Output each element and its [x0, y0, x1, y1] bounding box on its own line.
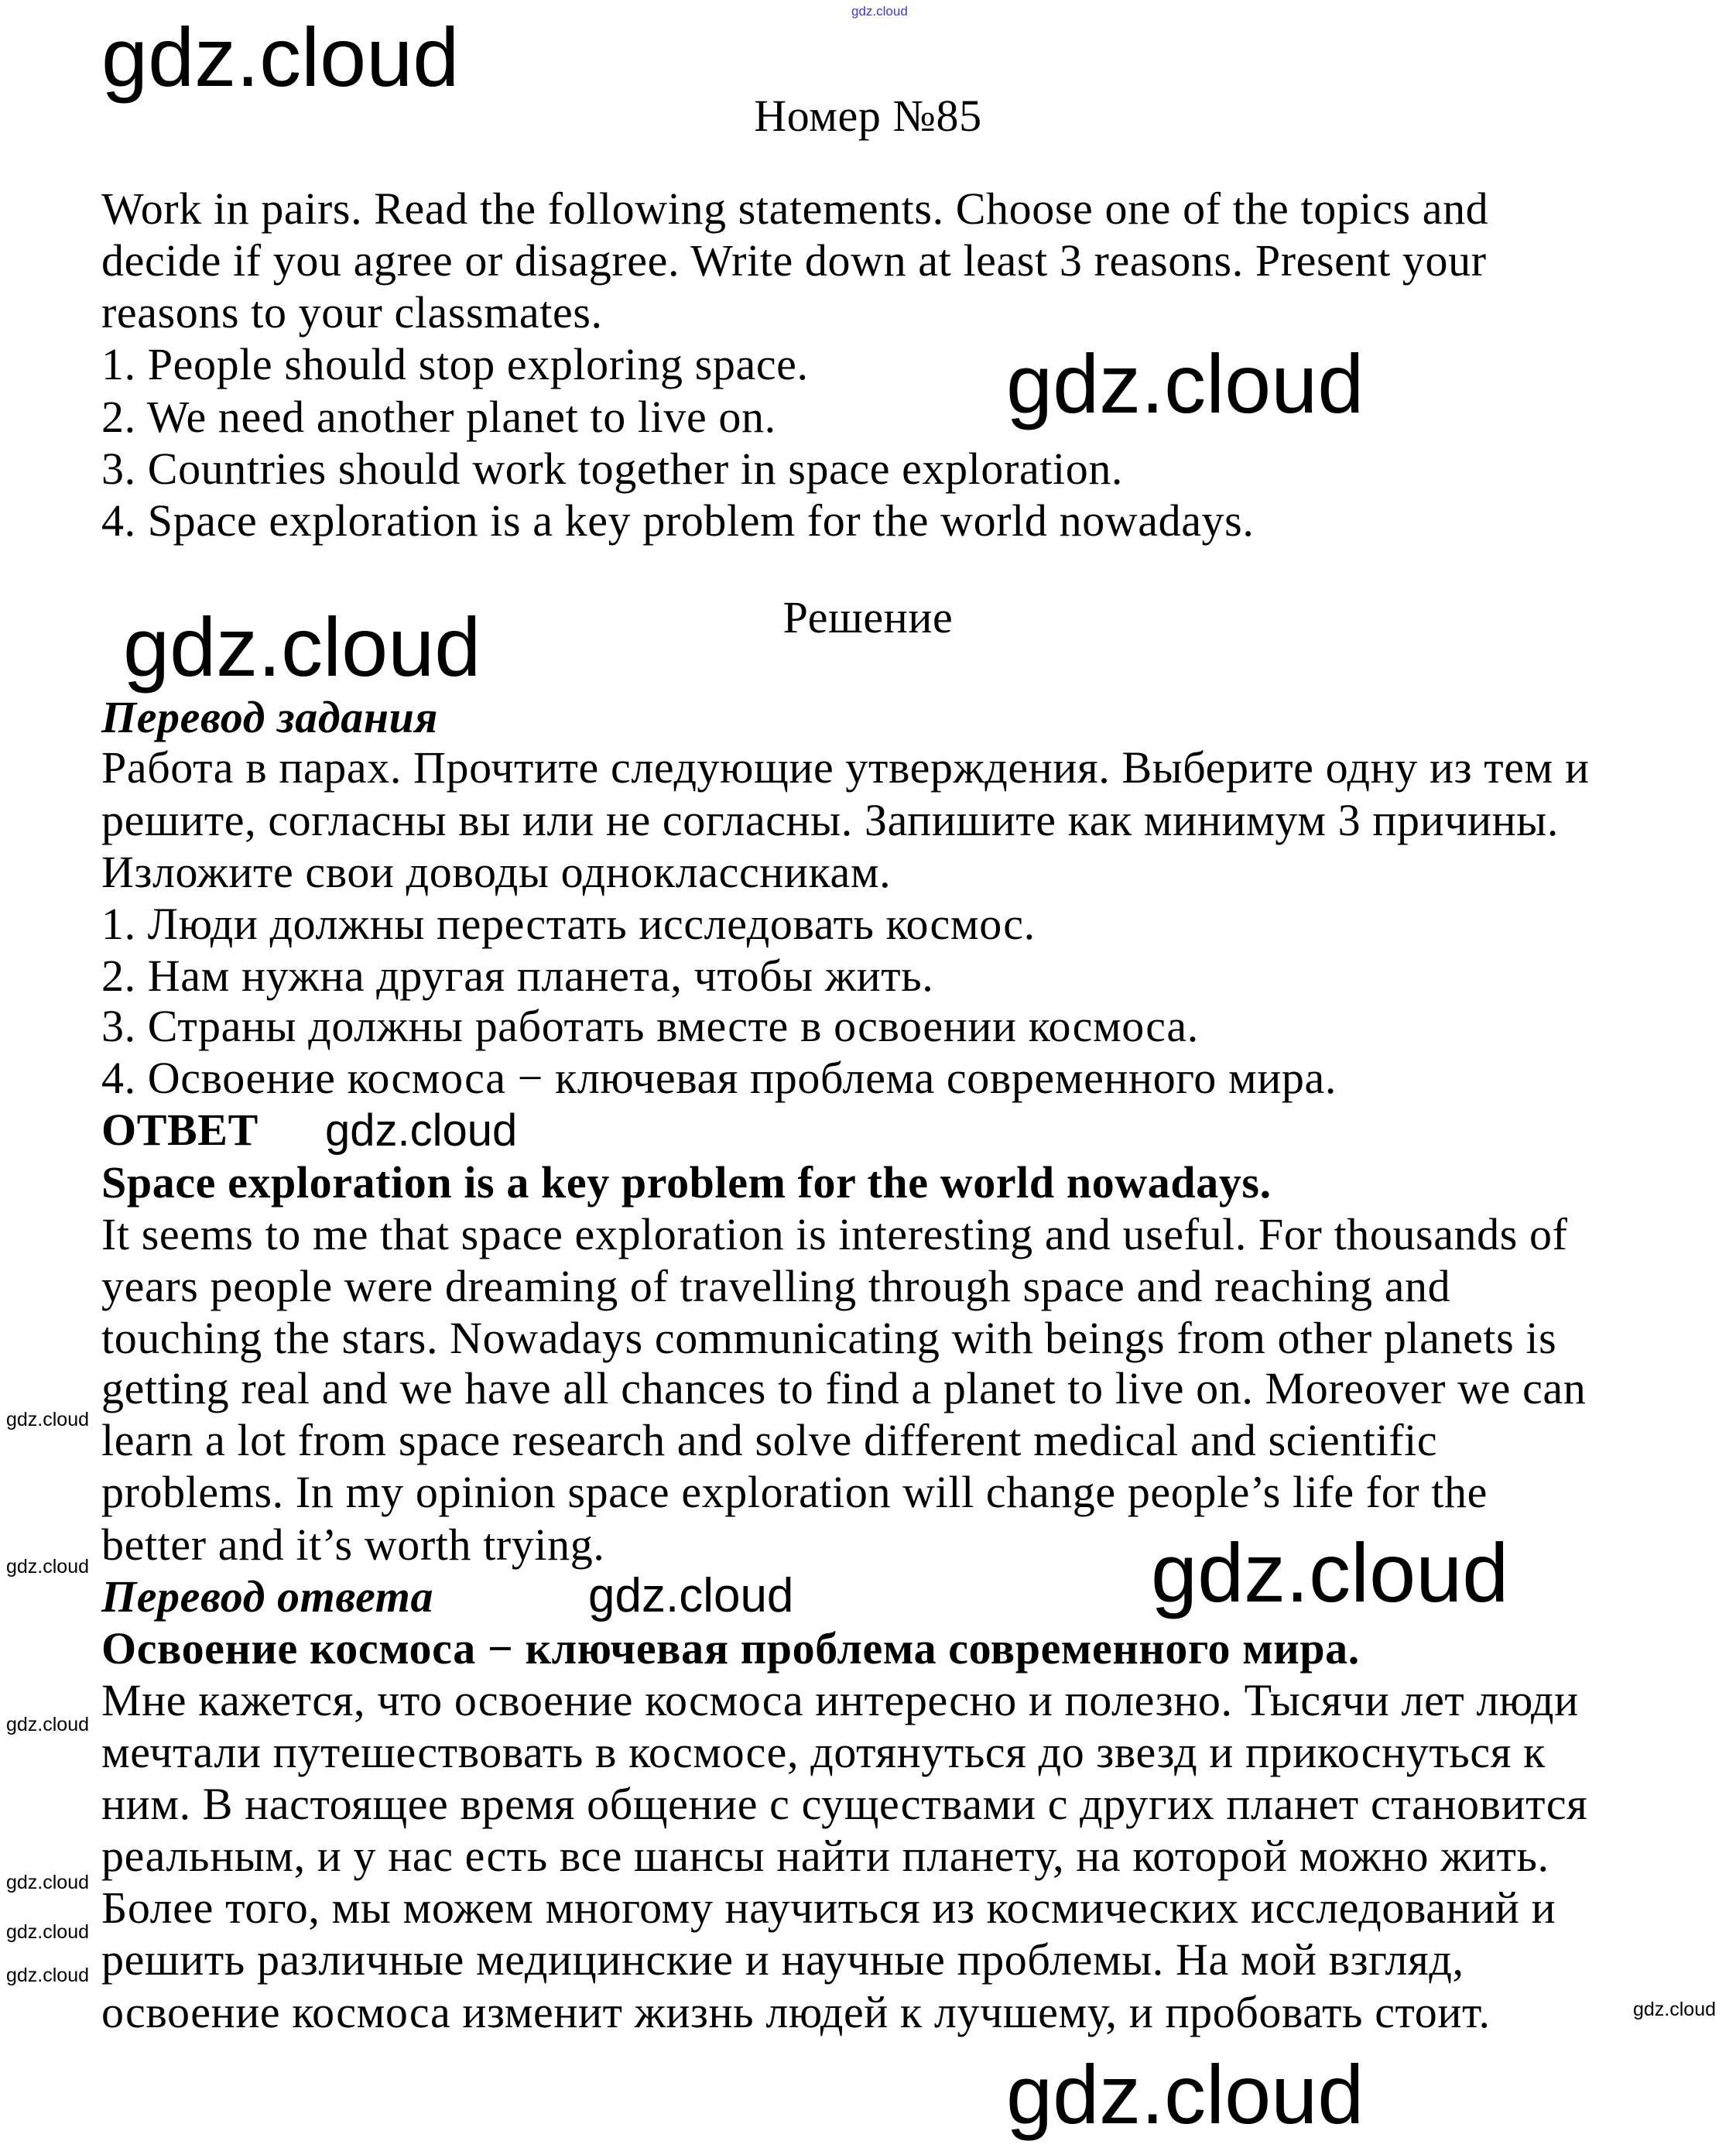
answer-translation-line: решить различные медицинские и научные проблемы. На мой взгляд,: [101, 1934, 1464, 1985]
watermark-logo: gdz.cloud: [1006, 2047, 1364, 2141]
watermark-logo: gdz.cloud: [123, 600, 481, 694]
answer-translation-title: Освоение космоса − ключевая проблема современного мира.: [101, 1623, 1360, 1674]
watermark-logo: gdz.cloud: [6, 1872, 90, 1893]
answer-line: better and it’s worth trying.: [101, 1519, 605, 1570]
watermark-logo: gdz.cloud: [101, 10, 460, 104]
translation-line: решите, согласны вы или не согласны. Запишите как минимум 3 причины.: [101, 795, 1559, 845]
watermark-logo: gdz.cloud: [6, 1921, 90, 1943]
answer-translation-line: Более того, мы можем многому научиться из космических исследований и: [101, 1882, 1556, 1933]
task-line: reasons to your classmates.: [101, 287, 603, 337]
watermark-logo: gdz.cloud: [1633, 1999, 1717, 2020]
answer-translation-line: реальным, и у нас есть все шансы найти планету, на которой можно жить.: [101, 1831, 1549, 1881]
translation-item: 4. Освоение космоса − ключевая проблема современного мира.: [101, 1053, 1337, 1103]
translation-item: 1. Люди должны перестать исследовать космос.: [101, 899, 1036, 949]
solution-heading: Решение: [782, 592, 954, 642]
watermark-logo: gdz.cloud: [1151, 1526, 1509, 1619]
answer-translation-line: ним. В настоящее время общение с существами с других планет становится: [101, 1779, 1588, 1829]
watermark-logo: gdz.cloud: [6, 1714, 90, 1735]
task-item: 3. Countries should work together in space exploration.: [101, 444, 1124, 494]
answer-line: years people were dreaming of travelling through space and reaching and: [101, 1261, 1451, 1311]
task-item: 4. Space exploration is a key problem for the world nowadays.: [101, 495, 1255, 546]
page-title: Номер №85: [754, 91, 982, 141]
answer-translation-line: мечтали путешествовать в космосе, дотянуться до звезд и прикоснуться к: [101, 1727, 1546, 1777]
translation-line: Работа в парах. Прочтите следующие утверждения. Выберите одну из тем и: [101, 742, 1590, 793]
answer-translation-line: освоение космоса изменит жизнь людей к лучшему, и пробовать стоит.: [101, 1987, 1491, 2037]
watermark-logo: gdz.cloud: [6, 1965, 90, 1986]
task-item: 2. We need another planet to live on.: [101, 392, 776, 442]
answer-heading: ОТВЕТ: [101, 1105, 259, 1155]
answer-line: It seems to me that space exploration is interesting and useful. For thousands of: [101, 1209, 1568, 1259]
answer-line: touching the stars. Nowadays communicating with beings from other planets is: [101, 1313, 1557, 1363]
task-line: Work in pairs. Read the following statements. Choose one of the topics and: [101, 183, 1489, 234]
translation-item: 3. Страны должны работать вместе в освоении космоса.: [101, 1001, 1199, 1051]
translation-item: 2. Нам нужна другая планета, чтобы жить.: [101, 951, 934, 1001]
answer-line: learn a lot from space research and solve different medical and scientific: [101, 1415, 1438, 1465]
watermark-logo: gdz.cloud: [851, 4, 908, 19]
task-item: 1. People should stop exploring space.: [101, 339, 809, 389]
watermark-logo: gdz.cloud: [325, 1105, 518, 1156]
watermark-logo: gdz.cloud: [1006, 337, 1364, 430]
answer-title: Space exploration is a key problem for the world nowadays.: [101, 1157, 1272, 1208]
watermark-logo: gdz.cloud: [6, 1409, 90, 1430]
task-line: decide if you agree or disagree. Write down at least 3 reasons. Present your: [101, 235, 1487, 286]
answer-line: problems. In my opinion space exploration will change people’s life for the: [101, 1467, 1488, 1517]
answer-translation-heading: Перевод ответа: [101, 1571, 434, 1622]
answer-translation-line: Мне кажется, что освоение космоса интересно и полезно. Тысячи лет люди: [101, 1675, 1579, 1725]
task-translation-heading: Перевод задания: [101, 692, 438, 742]
answer-line: getting real and we have all chances to find a planet to live on. Moreover we can: [101, 1363, 1587, 1413]
translation-line: Изложите свои доводы одноклассникам.: [101, 847, 892, 897]
watermark-logo: gdz.cloud: [588, 1569, 794, 1622]
watermark-logo: gdz.cloud: [6, 1556, 90, 1578]
